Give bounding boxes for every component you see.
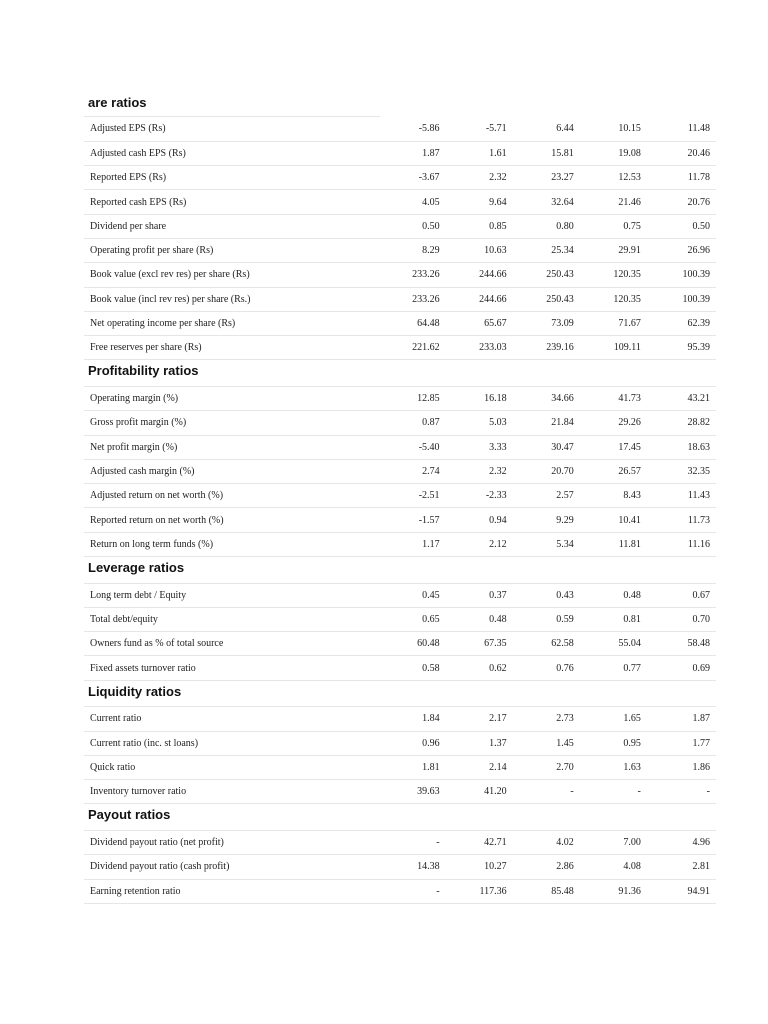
table-row	[84, 190, 716, 214]
value-cell: 0.48	[448, 607, 515, 631]
value-cell: 0.43	[515, 583, 582, 607]
row-label: Total debt/equity	[84, 607, 380, 631]
value-cell: 10.41	[582, 508, 649, 532]
row-label: Fixed assets turnover ratio	[84, 656, 380, 680]
table-row	[84, 166, 716, 190]
value-cell: 20.46	[649, 141, 716, 165]
value-cell: -5.86	[380, 117, 447, 141]
value-cell: 11.48	[649, 117, 716, 141]
value-cell: 233.26	[380, 287, 447, 311]
value-cell: 25.34	[515, 238, 582, 262]
row-label: Return on long term funds (%)	[84, 532, 380, 556]
value-cell: 0.94	[448, 508, 515, 532]
value-cell: -1.57	[380, 508, 447, 532]
value-cell: 32.64	[515, 190, 582, 214]
row-label: Book value (incl rev res) per share (Rs.)	[84, 287, 380, 311]
section-title: Profitability ratios	[88, 363, 199, 379]
table-row	[84, 411, 716, 435]
value-cell: 23.27	[515, 166, 582, 190]
row-label: Dividend payout ratio (cash profit)	[84, 855, 380, 879]
value-cell: -	[515, 780, 582, 804]
value-cell: 41.20	[448, 780, 515, 804]
value-cell: 1.77	[649, 731, 716, 755]
value-cell: 43.21	[649, 386, 716, 410]
value-cell: 1.61	[448, 141, 515, 165]
value-cell: 42.71	[448, 830, 515, 854]
value-cell: 32.35	[649, 459, 716, 483]
table-row	[84, 311, 716, 335]
value-cell: -	[582, 780, 649, 804]
value-cell: 4.02	[515, 830, 582, 854]
value-cell: 1.86	[649, 755, 716, 779]
value-cell: 233.26	[380, 263, 447, 287]
value-cell: 58.48	[649, 632, 716, 656]
row-label: Owners fund as % of total source	[84, 632, 380, 656]
value-cell: 120.35	[582, 263, 649, 287]
value-cell: 34.66	[515, 386, 582, 410]
value-cell: 2.32	[448, 459, 515, 483]
value-cell: 10.15	[582, 117, 649, 141]
table-row	[84, 508, 716, 532]
value-cell: 1.45	[515, 731, 582, 755]
table-row	[84, 141, 716, 165]
value-cell: 95.39	[649, 336, 716, 360]
value-cell: 60.48	[380, 632, 447, 656]
value-cell: 85.48	[515, 879, 582, 903]
row-label: Gross profit margin (%)	[84, 411, 380, 435]
value-cell: 239.16	[515, 336, 582, 360]
value-cell: 0.62	[448, 656, 515, 680]
table-row	[84, 707, 716, 731]
value-cell: 10.27	[448, 855, 515, 879]
section-title: Leverage ratios	[88, 560, 185, 576]
value-cell: 64.48	[380, 311, 447, 335]
table-row	[84, 459, 716, 483]
row-label: Operating profit per share (Rs)	[84, 238, 380, 262]
value-cell: -5.71	[448, 117, 515, 141]
value-cell: 94.91	[649, 879, 716, 903]
value-cell: 0.67	[649, 583, 716, 607]
row-label: Free reserves per share (Rs)	[84, 336, 380, 360]
row-label: Reported EPS (Rs)	[84, 166, 380, 190]
ratios-table	[84, 703, 716, 805]
value-cell: 244.66	[448, 287, 515, 311]
value-cell: 21.84	[515, 411, 582, 435]
value-cell: 0.59	[515, 607, 582, 631]
value-cell: 8.43	[582, 484, 649, 508]
value-cell: 20.70	[515, 459, 582, 483]
value-cell: 11.73	[649, 508, 716, 532]
row-label: Dividend payout ratio (net profit)	[84, 830, 380, 854]
value-cell: 1.87	[380, 141, 447, 165]
value-cell: 0.81	[582, 607, 649, 631]
row-label: Dividend per share	[84, 214, 380, 238]
value-cell: 233.03	[448, 336, 515, 360]
value-cell: 18.63	[649, 435, 716, 459]
value-cell: 29.26	[582, 411, 649, 435]
value-cell: 0.69	[649, 656, 716, 680]
row-label: Net profit margin (%)	[84, 435, 380, 459]
table-row	[84, 583, 716, 607]
value-cell: 20.76	[649, 190, 716, 214]
row-label: Adjusted cash EPS (Rs)	[84, 141, 380, 165]
value-cell: 28.82	[649, 411, 716, 435]
ratios-table	[84, 117, 716, 360]
value-cell: 1.63	[582, 755, 649, 779]
value-cell: 4.08	[582, 855, 649, 879]
value-cell: 0.37	[448, 583, 515, 607]
value-cell: 7.00	[582, 830, 649, 854]
row-label: Inventory turnover ratio	[84, 780, 380, 804]
table-row	[84, 263, 716, 287]
section-title: are ratios	[88, 95, 147, 110]
value-cell: 2.73	[515, 707, 582, 731]
value-cell: 1.37	[448, 731, 515, 755]
value-cell: -	[649, 780, 716, 804]
value-cell: 2.70	[515, 755, 582, 779]
value-cell: 0.95	[582, 731, 649, 755]
value-cell: 100.39	[649, 263, 716, 287]
value-cell: 0.85	[448, 214, 515, 238]
value-cell: 16.18	[448, 386, 515, 410]
value-cell: 250.43	[515, 287, 582, 311]
value-cell: 11.81	[582, 532, 649, 556]
value-cell: -3.67	[380, 166, 447, 190]
table-row	[84, 656, 716, 680]
row-label: Current ratio (inc. st loans)	[84, 731, 380, 755]
value-cell: 0.75	[582, 214, 649, 238]
value-cell: 2.32	[448, 166, 515, 190]
value-cell: 65.67	[448, 311, 515, 335]
value-cell: 0.77	[582, 656, 649, 680]
value-cell: 2.57	[515, 484, 582, 508]
table-row	[84, 336, 716, 360]
value-cell: 5.03	[448, 411, 515, 435]
row-label: Earning retention ratio	[84, 879, 380, 903]
table-row	[84, 532, 716, 556]
row-label: Adjusted EPS (Rs)	[84, 117, 380, 141]
ratios-sheet	[84, 92, 716, 904]
value-cell: 15.81	[515, 141, 582, 165]
value-cell: 3.33	[448, 435, 515, 459]
value-cell: -	[380, 830, 447, 854]
value-cell: 109.11	[582, 336, 649, 360]
value-cell: -2.33	[448, 484, 515, 508]
value-cell: 4.05	[380, 190, 447, 214]
value-cell: 117.36	[448, 879, 515, 903]
table-row	[84, 731, 716, 755]
value-cell: 2.81	[649, 855, 716, 879]
value-cell: 26.96	[649, 238, 716, 262]
table-row	[84, 287, 716, 311]
table-row	[84, 484, 716, 508]
value-cell: 91.36	[582, 879, 649, 903]
value-cell: 26.57	[582, 459, 649, 483]
value-cell: 2.86	[515, 855, 582, 879]
value-cell: 0.96	[380, 731, 447, 755]
value-cell: 0.76	[515, 656, 582, 680]
row-label: Adjusted cash margin (%)	[84, 459, 380, 483]
table-row	[84, 780, 716, 804]
value-cell: 2.14	[448, 755, 515, 779]
row-label: Net operating income per share (Rs)	[84, 311, 380, 335]
row-label: Current ratio	[84, 707, 380, 731]
section-title: Liquidity ratios	[88, 683, 182, 699]
value-cell: 221.62	[380, 336, 447, 360]
value-cell: 100.39	[649, 287, 716, 311]
value-cell: 1.87	[649, 707, 716, 731]
value-cell: 73.09	[515, 311, 582, 335]
value-cell: 0.58	[380, 656, 447, 680]
value-cell: 30.47	[515, 435, 582, 459]
value-cell: 5.34	[515, 532, 582, 556]
value-cell: 11.78	[649, 166, 716, 190]
value-cell: 12.85	[380, 386, 447, 410]
value-cell: 2.12	[448, 532, 515, 556]
row-label: Operating margin (%)	[84, 386, 380, 410]
value-cell: 17.45	[582, 435, 649, 459]
value-cell: 11.16	[649, 532, 716, 556]
value-cell: 2.74	[380, 459, 447, 483]
table-row	[84, 830, 716, 854]
table-row	[84, 214, 716, 238]
value-cell: 0.87	[380, 411, 447, 435]
value-cell: 8.29	[380, 238, 447, 262]
value-cell: 4.96	[649, 830, 716, 854]
value-cell: -	[380, 879, 447, 903]
value-cell: 6.44	[515, 117, 582, 141]
value-cell: 1.17	[380, 532, 447, 556]
value-cell: 21.46	[582, 190, 649, 214]
row-label: Long term debt / Equity	[84, 583, 380, 607]
value-cell: 39.63	[380, 780, 447, 804]
table-row	[84, 435, 716, 459]
value-cell: 250.43	[515, 263, 582, 287]
table-row	[84, 632, 716, 656]
table-row	[84, 855, 716, 879]
value-cell: 0.48	[582, 583, 649, 607]
value-cell: 62.58	[515, 632, 582, 656]
ratios-table	[84, 579, 716, 681]
value-cell: 29.91	[582, 238, 649, 262]
value-cell: 0.70	[649, 607, 716, 631]
value-cell: 71.67	[582, 311, 649, 335]
value-cell: 0.50	[649, 214, 716, 238]
table-row	[84, 607, 716, 631]
value-cell: 19.08	[582, 141, 649, 165]
value-cell: 0.50	[380, 214, 447, 238]
ratios-table	[84, 826, 716, 903]
row-label: Adjusted return on net worth (%)	[84, 484, 380, 508]
value-cell: 120.35	[582, 287, 649, 311]
value-cell: 10.63	[448, 238, 515, 262]
value-cell: 244.66	[448, 263, 515, 287]
row-label: Reported return on net worth (%)	[84, 508, 380, 532]
value-cell: 2.17	[448, 707, 515, 731]
value-cell: 0.45	[380, 583, 447, 607]
value-cell: 1.65	[582, 707, 649, 731]
value-cell: 67.35	[448, 632, 515, 656]
row-label: Quick ratio	[84, 755, 380, 779]
value-cell: 55.04	[582, 632, 649, 656]
value-cell: 9.64	[448, 190, 515, 214]
section-title: Payout ratios	[88, 807, 171, 823]
value-cell: 62.39	[649, 311, 716, 335]
value-cell: 11.43	[649, 484, 716, 508]
table-row	[84, 117, 716, 141]
value-cell: -2.51	[380, 484, 447, 508]
table-row	[84, 238, 716, 262]
table-row	[84, 386, 716, 410]
row-label: Book value (excl rev res) per share (Rs)	[84, 263, 380, 287]
value-cell: 9.29	[515, 508, 582, 532]
value-cell: 1.84	[380, 707, 447, 731]
value-cell: 0.65	[380, 607, 447, 631]
ratios-table	[84, 382, 716, 557]
table-row	[84, 755, 716, 779]
value-cell: 0.80	[515, 214, 582, 238]
value-cell: 1.81	[380, 755, 447, 779]
value-cell: 12.53	[582, 166, 649, 190]
value-cell: 41.73	[582, 386, 649, 410]
row-label: Reported cash EPS (Rs)	[84, 190, 380, 214]
value-cell: 14.38	[380, 855, 447, 879]
value-cell: -5.40	[380, 435, 447, 459]
table-row	[84, 879, 716, 903]
